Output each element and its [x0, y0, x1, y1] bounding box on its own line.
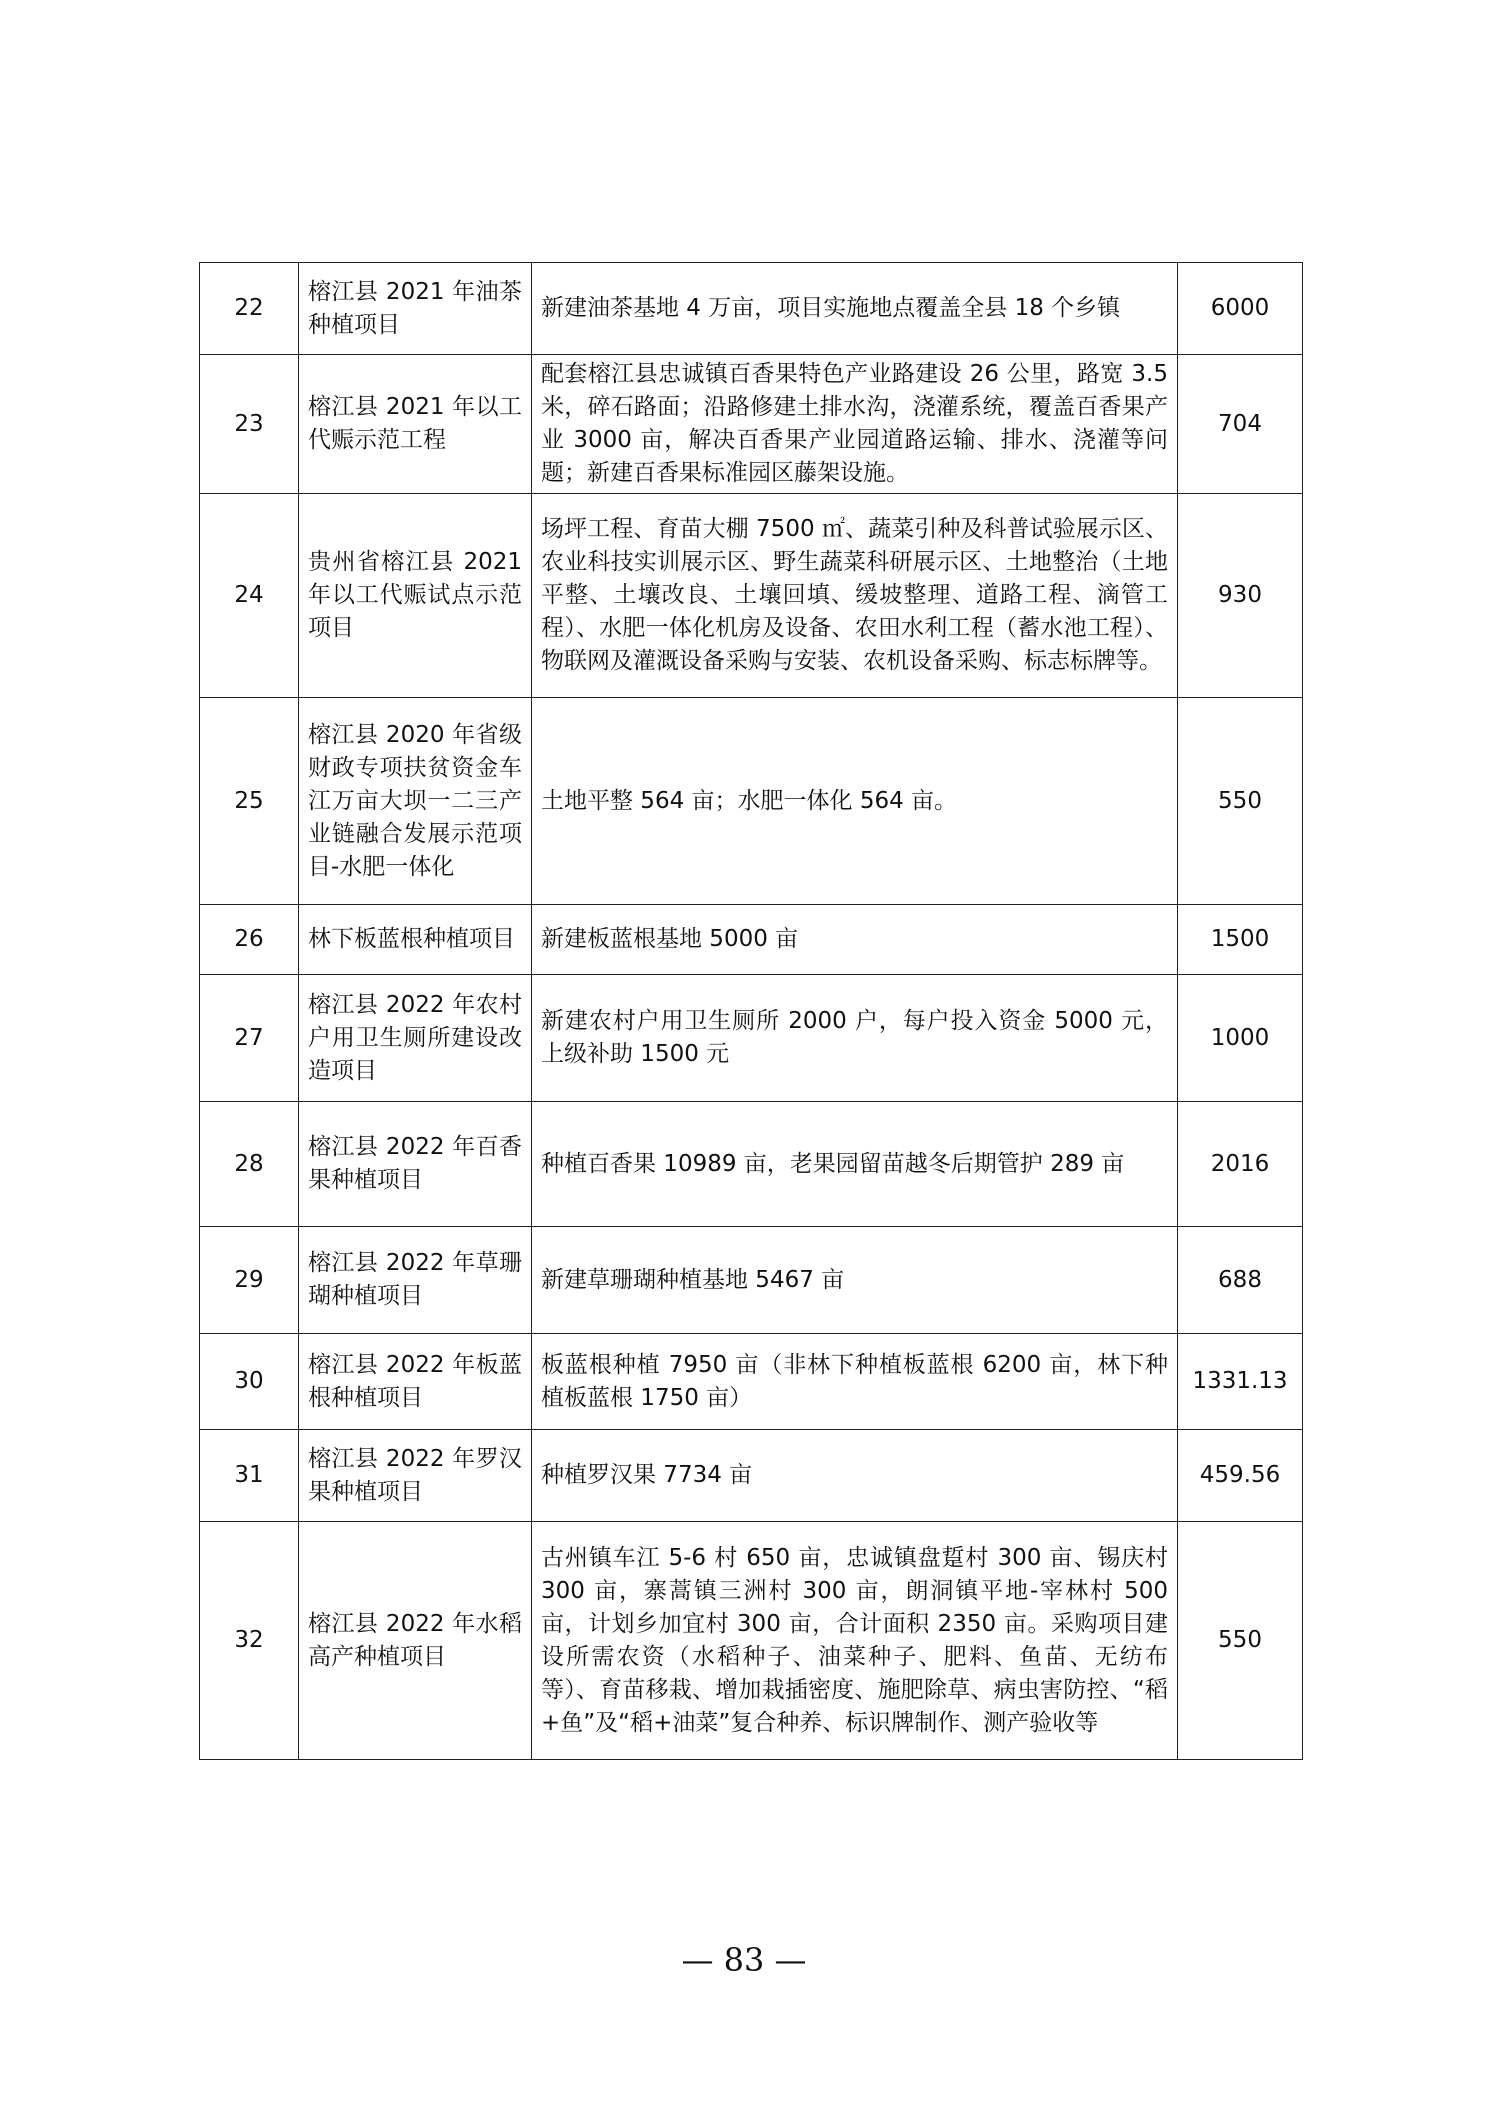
table-row — [200, 1102, 1303, 1227]
project-content: 古州镇车江 5-6 村 650 亩，忠诚镇盘踅村 300 亩、锡庆村 300 亩，寨蒿镇三洲村 300 亩，朗洞镇平地-宰林村 500 亩，计划乡加宜村 300 亩，合计面积 2350 亩。采购项目建设所需农资（水稻种子、油菜种子、肥料、鱼苗、无纺布等）、育苗移栽、增加栽插密度、施肥除草、病虫害防控、“稻+鱼”及“稻+油菜”复合种养、标识牌制作、测产验收等 — [532, 1522, 1178, 1760]
project-name: 榕江县 2020 年省级财政专项扶贫资金车江万亩大坝一二三产业链融合发展示范项目-水肥一体化 — [299, 698, 532, 905]
project-content: 场坪工程、育苗大棚 7500 ㎡、蔬菜引种及科普试验展示区、农业科技实训展示区、野生蔬菜科研展示区、土地整治（土地平整、土壤改良、土壤回填、缓坡整理、道路工程、滴管工程）、水肥一体化机房及设备、农田水利工程（蓄水池工程）、物联网及灌溉设备采购与安装、农机设备采购、标志标牌等。 — [532, 494, 1178, 698]
row-number: 25 — [200, 698, 299, 905]
project-content: 新建农村户用卫生厕所 2000 户，每户投入资金 5000 元，上级补助 1500 元 — [532, 975, 1178, 1102]
row-number: 31 — [200, 1430, 299, 1522]
table-row — [200, 698, 1303, 905]
row-number: 24 — [200, 494, 299, 698]
project-amount: 6000 — [1178, 263, 1303, 355]
table-row — [200, 1227, 1303, 1334]
project-amount: 1331.13 — [1178, 1334, 1303, 1430]
project-amount: 459.56 — [1178, 1430, 1303, 1522]
project-name: 榕江县 2021 年以工代赈示范工程 — [299, 355, 532, 494]
project-amount: 930 — [1178, 494, 1303, 698]
row-number: 22 — [200, 263, 299, 355]
project-name: 榕江县 2022 年农村户用卫生厕所建设改造项目 — [299, 975, 532, 1102]
project-amount: 550 — [1178, 1522, 1303, 1760]
table-row — [200, 494, 1303, 698]
project-name: 林下板蓝根种植项目 — [299, 905, 532, 975]
table-row — [200, 355, 1303, 494]
project-name: 榕江县 2022 年百香果种植项目 — [299, 1102, 532, 1227]
table-row — [200, 975, 1303, 1102]
project-content: 种植百香果 10989 亩，老果园留苗越冬后期管护 289 亩 — [532, 1102, 1178, 1227]
project-table — [199, 262, 1303, 1760]
project-amount: 2016 — [1178, 1102, 1303, 1227]
table-row — [200, 1430, 1303, 1522]
project-amount: 550 — [1178, 698, 1303, 905]
project-content: 新建板蓝根基地 5000 亩 — [532, 905, 1178, 975]
table-row — [200, 905, 1303, 975]
row-number: 28 — [200, 1102, 299, 1227]
project-amount: 1000 — [1178, 975, 1303, 1102]
table-row — [200, 1522, 1303, 1760]
project-amount: 704 — [1178, 355, 1303, 494]
project-content: 新建油茶基地 4 万亩，项目实施地点覆盖全县 18 个乡镇 — [532, 263, 1178, 355]
row-number: 30 — [200, 1334, 299, 1430]
project-content: 种植罗汉果 7734 亩 — [532, 1430, 1178, 1522]
project-amount: 688 — [1178, 1227, 1303, 1334]
project-content: 新建草珊瑚种植基地 5467 亩 — [532, 1227, 1178, 1334]
project-name: 榕江县 2022 年草珊瑚种植项目 — [299, 1227, 532, 1334]
row-number: 32 — [200, 1522, 299, 1760]
table-row — [200, 1334, 1303, 1430]
project-content: 土地平整 564 亩；水肥一体化 564 亩。 — [532, 698, 1178, 905]
table-row — [200, 263, 1303, 355]
project-name: 榕江县 2022 年罗汉果种植项目 — [299, 1430, 532, 1522]
row-number: 27 — [200, 975, 299, 1102]
row-number: 26 — [200, 905, 299, 975]
project-content: 配套榕江县忠诚镇百香果特色产业路建设 26 公里，路宽 3.5 米，碎石路面；沿路修建土排水沟，浇灌系统，覆盖百香果产业 3000 亩，解决百香果产业园道路运输、排水、浇灌等问题；新建百香果标准园区藤架设施。 — [532, 355, 1178, 494]
project-name: 贵州省榕江县 2021 年以工代赈试点示范项目 — [299, 494, 532, 698]
page-number: — 83 — — [681, 1941, 807, 1979]
project-name: 榕江县 2022 年水稻高产种植项目 — [299, 1522, 532, 1760]
project-content: 板蓝根种植 7950 亩（非林下种植板蓝根 6200 亩，林下种植板蓝根 1750 亩） — [532, 1334, 1178, 1430]
project-name: 榕江县 2021 年油茶种植项目 — [299, 263, 532, 355]
project-name: 榕江县 2022 年板蓝根种植项目 — [299, 1334, 532, 1430]
row-number: 29 — [200, 1227, 299, 1334]
row-number: 23 — [200, 355, 299, 494]
project-amount: 1500 — [1178, 905, 1303, 975]
